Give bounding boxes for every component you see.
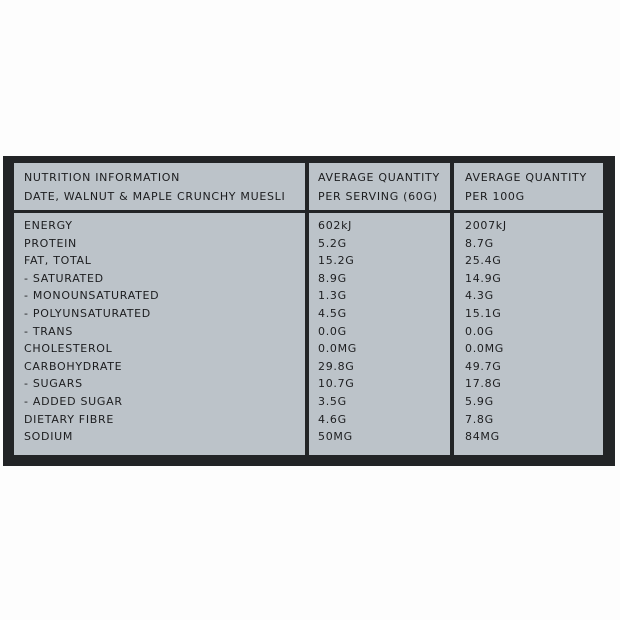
nutrition-table <box>3 156 615 466</box>
per-serving-value: 602kJ <box>318 219 353 232</box>
per-serving-value: 15.2G <box>318 254 355 268</box>
nutrient-label: - SATURATED <box>24 271 104 285</box>
header-per-100g-cell <box>454 163 603 210</box>
nutrient-label: - ADDED SUGAR <box>24 394 123 408</box>
per-100g-value: 84MG <box>465 430 500 444</box>
per-serving-value: 0.0MG <box>318 342 358 356</box>
nutrient-label: CARBOHYDRATE <box>24 359 123 373</box>
per-100g-value: 8.7G <box>465 236 494 250</box>
table-title: NUTRITION INFORMATION <box>24 171 181 184</box>
header-label-cell <box>14 163 305 210</box>
nutrient-label: - TRANS <box>24 324 74 338</box>
per-100g-value: 4.3G <box>465 289 494 303</box>
per-serving-value: 5.2G <box>318 236 347 250</box>
per-serving-value: 50MG <box>318 430 353 444</box>
nutrient-label: PROTEIN <box>24 236 77 250</box>
nutrient-label: CHOLESTEROL <box>24 342 113 356</box>
per-100g-heading-line1: AVERAGE QUANTITY <box>465 171 587 184</box>
nutrient-label: - SUGARS <box>24 377 83 391</box>
per-100g-value: 7.8G <box>465 412 494 426</box>
per-serving-value: 29.8G <box>318 359 355 373</box>
per-100g-heading-line2: PER 100G <box>465 190 525 203</box>
per-100g-value: 0.0G <box>465 324 494 338</box>
header-per-serving-cell <box>309 163 450 210</box>
per-serving-heading-line2: PER SERVING (60G) <box>318 190 438 203</box>
per-serving-value: 10.7G <box>318 377 355 391</box>
nutrient-label: - MONOUNSATURATED <box>24 289 160 303</box>
nutrient-label: DIETARY FIBRE <box>24 412 115 426</box>
per-100g-value: 0.0MG <box>465 342 505 356</box>
product-name: DATE, WALNUT & MAPLE CRUNCHY MUESLI <box>24 190 286 203</box>
per-100g-value: 14.9G <box>465 271 502 285</box>
per-serving-value: 3.5G <box>318 394 347 408</box>
per-serving-value: 4.5G <box>318 306 347 320</box>
per-100g-column <box>454 213 603 455</box>
per-100g-value: 5.9G <box>465 394 494 408</box>
nutrient-label: ENERGY <box>24 219 73 232</box>
per-100g-value: 25.4G <box>465 254 502 268</box>
nutrient-label: SODIUM <box>24 430 74 444</box>
per-serving-heading-line1: AVERAGE QUANTITY <box>318 171 440 184</box>
nutrient-label: FAT, TOTAL <box>24 254 92 268</box>
per-serving-value: 0.0G <box>318 324 347 338</box>
nutrient-label-column <box>14 213 305 455</box>
per-100g-value: 15.1G <box>465 306 502 320</box>
per-serving-column <box>309 213 450 455</box>
per-serving-value: 4.6G <box>318 412 347 426</box>
per-100g-value: 17.8G <box>465 377 502 391</box>
nutrient-label: - POLYUNSATURATED <box>24 306 151 320</box>
per-100g-value: 49.7G <box>465 359 502 373</box>
per-serving-value: 8.9G <box>318 271 347 285</box>
per-100g-value: 2007kJ <box>465 219 507 232</box>
per-serving-value: 1.3G <box>318 289 347 303</box>
